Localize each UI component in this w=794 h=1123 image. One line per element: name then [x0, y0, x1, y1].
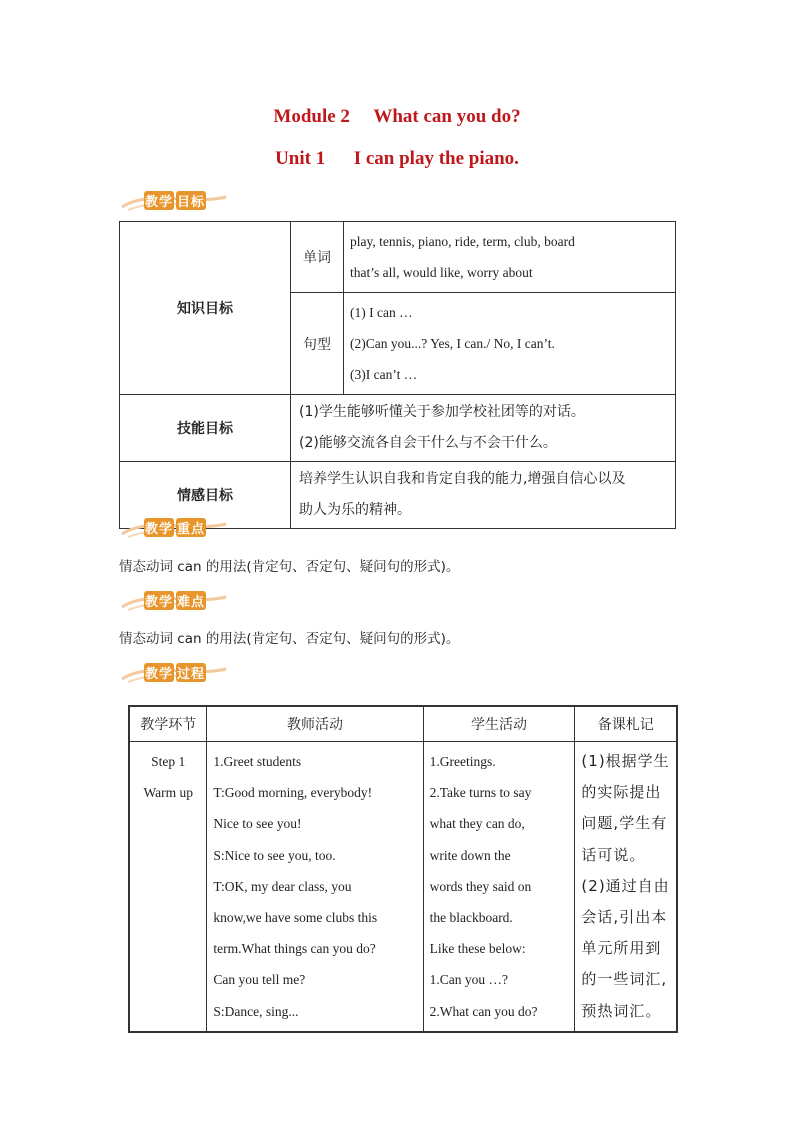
badge-label-last: 难点	[176, 591, 206, 610]
notes-line: 会话,引出本	[581, 908, 668, 927]
column-header-student: 学生活动	[423, 706, 575, 742]
difficult-points-text: 情态动词 can 的用法(肯定句、否定句、疑问句的形式)。	[119, 631, 460, 647]
notes-line: 的一些词汇,	[581, 970, 668, 989]
table-row	[120, 222, 676, 293]
badge-label-last: 过程	[176, 663, 206, 682]
badge-label-last: 目标	[176, 191, 206, 210]
skills-goal-label: 技能目标	[120, 395, 291, 462]
column-header-step: 教学环节	[129, 706, 207, 742]
badge-label-first: 教学	[144, 518, 174, 537]
sentence-line: (1) I can …	[350, 305, 413, 320]
module-title: Module 2 What can you do?	[273, 106, 521, 127]
student-line: 2.Take turns to say	[429, 785, 532, 801]
step-cell	[129, 742, 207, 1032]
table-row	[120, 395, 676, 462]
teacher-line: T:OK, my dear class, you	[213, 878, 352, 894]
student-line: 1.Can you …?	[429, 972, 508, 988]
badge-label-first: 教学	[144, 191, 174, 210]
badge-label-first: 教学	[144, 663, 174, 682]
step-line: Warm up	[143, 785, 193, 801]
sentences-label: 句型	[291, 293, 344, 395]
words-line: that’s all, would like, worry about	[350, 265, 533, 280]
badge-label-last: 重点	[176, 518, 206, 537]
notes-line: 单元所用到	[581, 939, 662, 958]
notes-cell	[575, 742, 677, 1032]
section-badge-process	[120, 659, 230, 685]
teacher-line: S:Dance, sing...	[213, 1003, 299, 1019]
sentence-line: (2)Can you...? Yes, I can./ No, I can’t.	[350, 336, 555, 351]
student-line: write down the	[429, 847, 511, 863]
table-header-row	[129, 706, 677, 742]
emotion-line: 助人为乐的精神。	[299, 502, 411, 518]
step-line: Step 1	[151, 754, 186, 769]
table-row	[129, 742, 677, 1032]
notes-line: (1)根据学生	[581, 752, 670, 770]
words-label: 单词	[291, 222, 344, 293]
student-activity-cell	[423, 742, 575, 1032]
teacher-line: term.What things can you do?	[213, 941, 376, 957]
student-line: Like these below:	[429, 941, 526, 957]
key-points-text: 情态动词 can 的用法(肯定句、否定句、疑问句的形式)。	[119, 559, 460, 575]
skills-line: (2)能够交流各自会干什么与不会干什么。	[299, 435, 557, 451]
goals-table	[119, 221, 676, 529]
emotion-line: 培养学生认识自我和肯定自我的能力,增强自信心以及	[299, 471, 626, 487]
column-header-notes: 备课札记	[575, 706, 677, 742]
words-line: play, tennis, piano, ride, term, club, board	[350, 234, 575, 249]
notes-line: 预热词汇。	[581, 1001, 662, 1020]
skills-line: (1)学生能够听懂关于参加学校社团等的对话。	[299, 404, 585, 420]
teacher-line: T:Good morning, everybody!	[213, 785, 373, 801]
student-line: the blackboard.	[429, 910, 513, 926]
section-badge-difficult-points	[120, 587, 230, 613]
teacher-line: S:Nice to see you, too.	[213, 847, 336, 863]
process-table	[128, 705, 678, 1033]
teacher-line: Can you tell me?	[213, 972, 306, 988]
teacher-line: Nice to see you!	[213, 816, 302, 832]
emotion-goal-label: 情感目标	[120, 462, 291, 529]
teacher-line: 1.Greet students	[213, 754, 302, 769]
teacher-line: know,we have some clubs this	[213, 910, 378, 926]
student-line: what they can do,	[429, 816, 525, 832]
sentences-content	[344, 293, 676, 395]
student-line: words they said on	[429, 878, 532, 894]
words-content	[344, 222, 676, 293]
sentence-line: (3)I can’t …	[350, 367, 418, 382]
student-line: 1.Greetings.	[429, 754, 496, 769]
student-line: 2.What can you do?	[429, 1003, 538, 1019]
notes-line: 的实际提出	[581, 783, 662, 802]
section-badge-goals	[120, 187, 230, 213]
badge-label-first: 教学	[144, 591, 174, 610]
emotion-content	[291, 462, 676, 529]
section-badge-key-points	[120, 514, 230, 540]
teacher-activity-cell	[207, 742, 423, 1032]
notes-line: 话可说。	[581, 845, 646, 864]
knowledge-goal-label: 知识目标	[120, 222, 291, 395]
notes-line: 问题,学生有	[581, 814, 668, 833]
column-header-teacher: 教师活动	[207, 706, 423, 742]
skills-content	[291, 395, 676, 462]
notes-line: (2)通过自由	[581, 876, 670, 895]
unit-title: Unit 1 I can play the piano.	[275, 148, 519, 169]
